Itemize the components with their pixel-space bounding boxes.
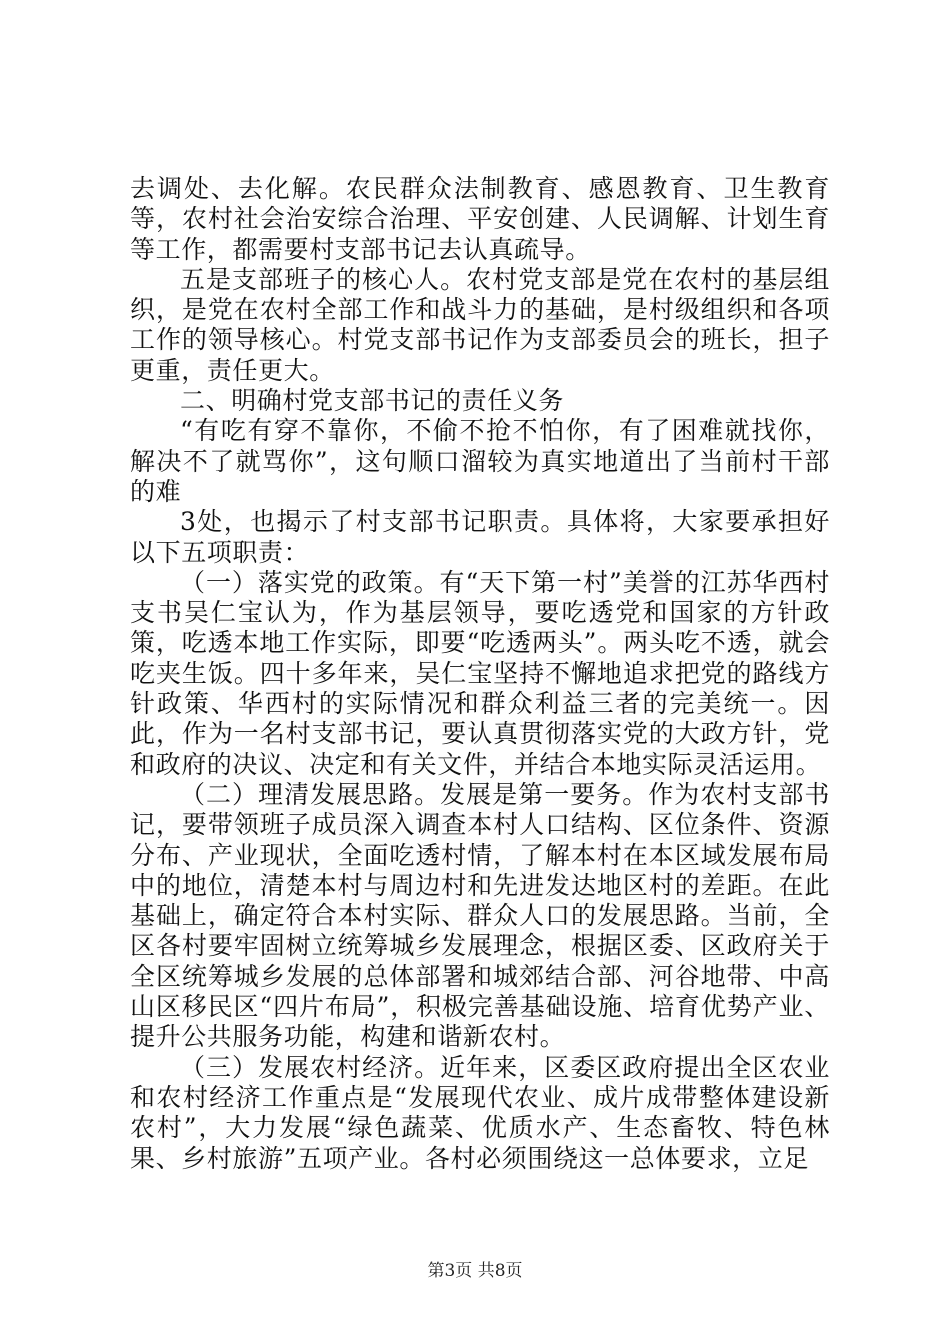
paragraph-duty-one: （一）落实党的政策。有“天下第一村”美誉的江苏华西村支书吴仁宝认为，作为基层领导，要吃透党和国家的方针政策，吃透本地工作实际，即要“吃透两头”。两头吃不透，就会吃夹生饭。四十多年来，吴仁宝坚持不懈地追求把党的路线方针政策、华西村的实际情况和群众利益三者的完美统一。因此，作为一名村支部书记，要认真贯彻落实党的大政方针，党和政府的决议、决定和有关文件，并结合本地实际灵活运用。 <box>130 567 830 779</box>
document-body <box>130 174 830 1174</box>
paragraph-duty-two: （二）理清发展思路。发展是第一要务。作为农村支部书记，要带领班子成员深入调查本村人口结构、区位条件、资源分布、产业现状，全面吃透村情，了解本村在本区域发展布局中的地位，清楚本村与周边村和先进发达地区村的差距。在此基础上，确定符合本村实际、群众人口的发展思路。当前，全区各村要牢固树立统筹城乡发展理念，根据区委、区政府关于全区统筹城乡发展的总体部署和城郊结合部、河谷地带、中高山区移民区“四片布局”，积极完善基础设施、培育优势产业、提升公共服务功能，构建和谐新农村。 <box>130 779 830 1052</box>
page-number: 第3页 共8页 <box>427 1261 523 1281</box>
section-heading: 二、明确村党支部书记的责任义务 <box>180 386 565 416</box>
paragraph-saying: “有吃有穿不靠你，不偷不抢不怕你，有了困难就找你，解决不了就骂你”，这句顺口溜较为真实地道出了当前村干部的难 <box>130 416 830 506</box>
paragraph-continuation: 去调处、去化解。农民群众法制教育、感恩教育、卫生教育等，农村社会治安综合治理、平安创建、人民调解、计划生育等工作，都需要村支部书记去认真疏导。 <box>130 174 830 264</box>
paragraph-point-five: 五是支部班子的核心人。农村党支部是党在农村的基层组织，是党在农村全部工作和战斗力的基础，是村级组织和各项工作的领导核心。村党支部书记作为支部委员会的班长，担子更重，责任更大。 <box>130 264 830 385</box>
paragraph-duty-three: （三）发展农村经济。近年来，区委区政府提出全区农业和农村经济工作重点是“发展现代农业、成片成带整体建设新农村”，大力发展“绿色蔬菜、优质水产、生态畜牧、特色林果、乡村旅游”五项产业。各村必须围绕这一总体要求，立足 <box>130 1052 830 1173</box>
paragraph-duties-intro: 3处，也揭示了村支部书记职责。具体将，大家要承担好以下五项职责： <box>130 507 830 567</box>
